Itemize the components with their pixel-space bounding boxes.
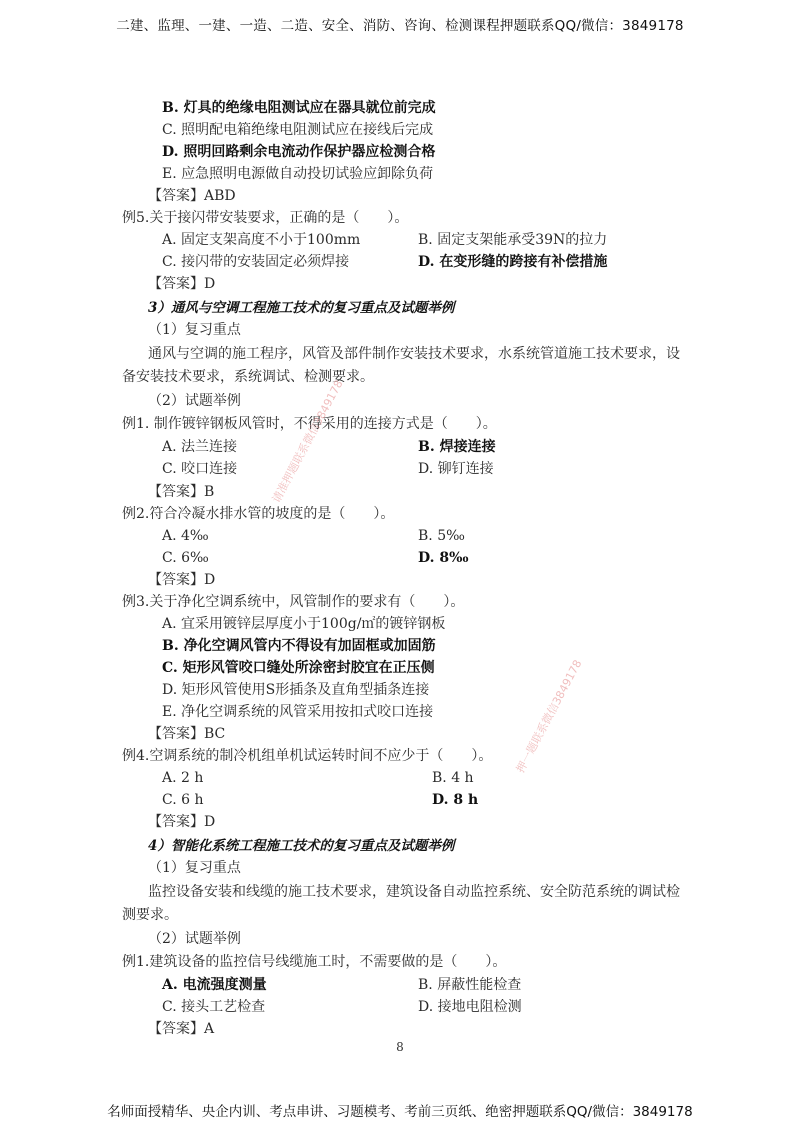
question: 例4.空调系统的制冷机组单机试运转时间不应少于（ ）。 [122, 748, 493, 764]
option-d: D. 矩形风管使用S形插条及直角型插条连接 [162, 682, 430, 698]
option-a: A. 法兰连接 [162, 439, 238, 455]
option-b: B. 屏蔽性能检查 [418, 977, 522, 993]
paragraph: 监控设备安装和线缆的施工技术要求，建筑设备自动监控系统、安全防范系统的调试检 [148, 884, 680, 900]
option-d: D. 照明回路剩余电流动作保护器应检测合格 [162, 144, 436, 160]
option-b: B. 灯具的绝缘电阻测试应在器具就位前完成 [162, 100, 436, 116]
option-d: D. 8‰ [418, 550, 469, 566]
option-b: B. 4 h [432, 770, 474, 786]
question: 例1. 制作镀锌钢板风管时，不得采用的连接方式是（ ）。 [122, 416, 497, 432]
option-d: D. 接地电阻检测 [418, 999, 522, 1015]
answer: 【答案】BC [148, 726, 226, 742]
subsection-label: （2）试题举例 [148, 931, 241, 947]
answer: 【答案】ABD [148, 188, 236, 204]
page-footer: 名师面授精华、央企内训、考点串讲、习题模考、考前三页纸、绝密押题联系QQ/微信：3849178 [107, 1104, 693, 1120]
option-c: C. 咬口连接 [162, 461, 238, 477]
option-a: A. 宜采用镀锌层厚度小于100g/㎡的镀锌钢板 [162, 616, 446, 632]
answer: 【答案】D [148, 572, 216, 588]
option-d: D. 8 h [432, 792, 479, 808]
option-a: A. 4‰ [162, 528, 209, 544]
answer: 【答案】A [148, 1021, 215, 1037]
option-b: B. 净化空调风管内不得设有加固框或加固筋 [162, 638, 436, 654]
option-c: C. 6‰ [162, 550, 209, 566]
answer: 【答案】B [148, 484, 215, 500]
subsection-label: （1）复习重点 [148, 860, 241, 876]
paragraph: 测要求。 [122, 907, 178, 923]
section-title: 3）通风与空调工程施工技术的复习重点及试题举例 [148, 300, 455, 316]
answer: 【答案】D [148, 814, 216, 830]
option-a: A. 2 h [162, 770, 204, 786]
option-e: E. 净化空调系统的风管采用按扣式咬口连接 [162, 704, 434, 720]
option-b: B. 5‰ [418, 528, 465, 544]
answer: 【答案】D [148, 276, 216, 292]
question: 例5.关于接闪带安装要求，正确的是（ ）。 [122, 210, 409, 226]
paragraph: 通风与空调的施工程序，风管及部件制作安装技术要求，水系统管道施工技术要求，设 [148, 346, 680, 362]
paragraph: 备安装技术要求，系统调试、检测要求。 [122, 369, 374, 385]
watermark: 押一题联系微信3849178 [513, 657, 585, 776]
option-c: C. 照明配电箱绝缘电阻测试应在接线后完成 [162, 122, 434, 138]
option-c: C. 矩形风管咬口缝处所涂密封胶宜在正压侧 [162, 660, 435, 676]
page-number: 8 [396, 1040, 404, 1054]
option-c: C. 接闪带的安装固定必须焊接 [162, 254, 350, 270]
option-a: A. 固定支架高度不小于100mm [162, 232, 361, 248]
watermark: 请准押题联系微信3849178 [269, 377, 346, 506]
option-d: D. 铆钉连接 [418, 461, 494, 477]
page-header: 二建、监理、一建、一造、二造、安全、消防、咨询、检测课程押题联系QQ/微信：3849178 [116, 18, 684, 34]
option-b: B. 焊接连接 [418, 439, 496, 455]
option-e: E. 应急照明电源做自动投切试验应卸除负荷 [162, 166, 434, 182]
option-c: C. 接头工艺检查 [162, 999, 266, 1015]
option-a: A. 电流强度测量 [162, 977, 267, 993]
subsection-label: （1）复习重点 [148, 322, 241, 338]
question: 例3.关于净化空调系统中，风管制作的要求有（ ）。 [122, 594, 465, 610]
option-c: C. 6 h [162, 792, 204, 808]
question: 例2.符合冷凝水排水管的坡度的是（ ）。 [122, 506, 395, 522]
option-b: B. 固定支架能承受39N的拉力 [418, 232, 608, 248]
section-title: 4）智能化系统工程施工技术的复习重点及试题举例 [148, 838, 455, 854]
option-d: D. 在变形缝的跨接有补偿措施 [418, 254, 608, 270]
question: 例1.建筑设备的监控信号线缆施工时，不需要做的是（ ）。 [122, 954, 507, 970]
subsection-label: （2）试题举例 [148, 393, 241, 409]
